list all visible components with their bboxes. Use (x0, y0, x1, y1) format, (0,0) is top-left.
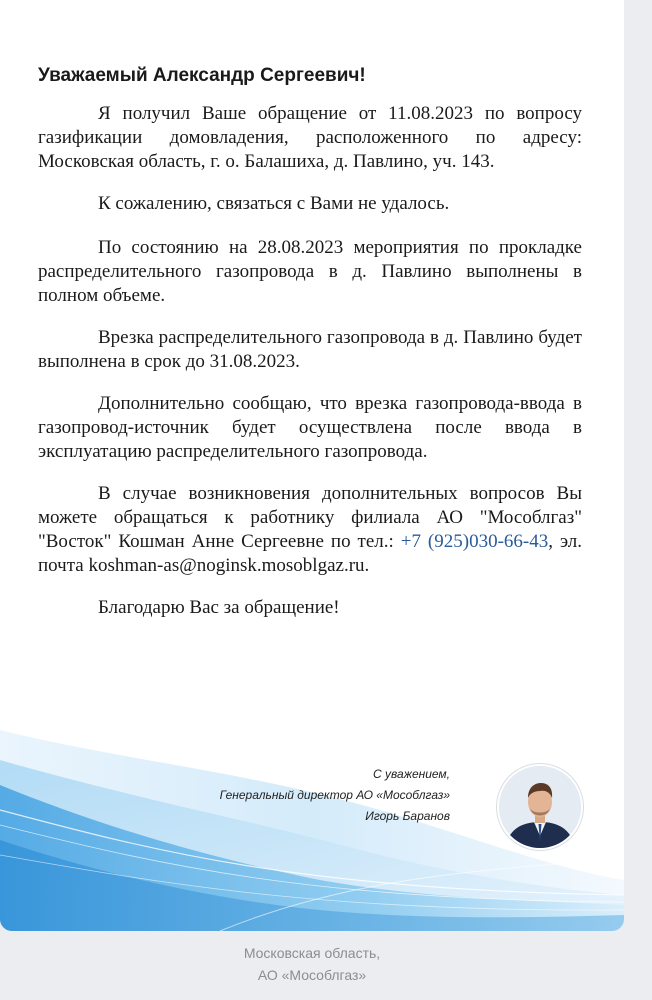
page-footer (0, 942, 624, 986)
signature-closing: С уважением, (373, 767, 450, 781)
letter-paragraph: Врезка распределительного газопровода в д. Павлино будет выполнена в срок до 31.08.2023. (38, 327, 582, 372)
letter-paragraph: Я получил Ваше обращение от 11.08.2023 по вопросу газификации домовладения, расположенного по адресу: Московская область, г. о. Балашиха, д. Павлино, уч. 143. (38, 103, 582, 172)
person-portrait-icon (499, 766, 581, 848)
phone-link[interactable]: +7 (925)030-66-43 (400, 531, 549, 552)
signature-position: Генеральный директор АО «Мособлгаз» (219, 788, 450, 802)
letter-paragraph: По состоянию на 28.08.2023 мероприятия по прокладке распределительного газопровода в д. Павлино выполнены в полном объеме. (38, 237, 582, 306)
letter-paragraph: Благодарю Вас за обращение! (98, 597, 340, 618)
footer-organization: АО «Мособлгаз» (257, 967, 367, 983)
letter-greeting: Уважаемый Александр Сергеевич! (38, 65, 366, 86)
signature-block (220, 764, 450, 827)
signature-name: Игорь Баранов (365, 809, 450, 823)
footer-region: Московская область, (243, 945, 381, 961)
letter-paragraph: К сожалению, связаться с Вами не удалось. (98, 193, 450, 214)
contact-text: В случае возникновения дополнительных вопросов Вы можете обращаться к работнику филиала АО "Мособлгаз" "Восток" Кошман Анне Сергеевне по тел.: (38, 483, 582, 552)
director-photo (497, 764, 583, 850)
letter-paragraph-contact (38, 482, 582, 578)
email-text: , эл. почта koshman-as@noginsk.mosoblgaz.ru. (38, 531, 583, 576)
letter-paragraph: Дополнительно сообщаю, что врезка газопровода-ввода в газопровод-источник будет осуществлена после ввода в эксплуатацию распределительного газопровода. (38, 393, 582, 462)
letter-body (38, 64, 582, 640)
